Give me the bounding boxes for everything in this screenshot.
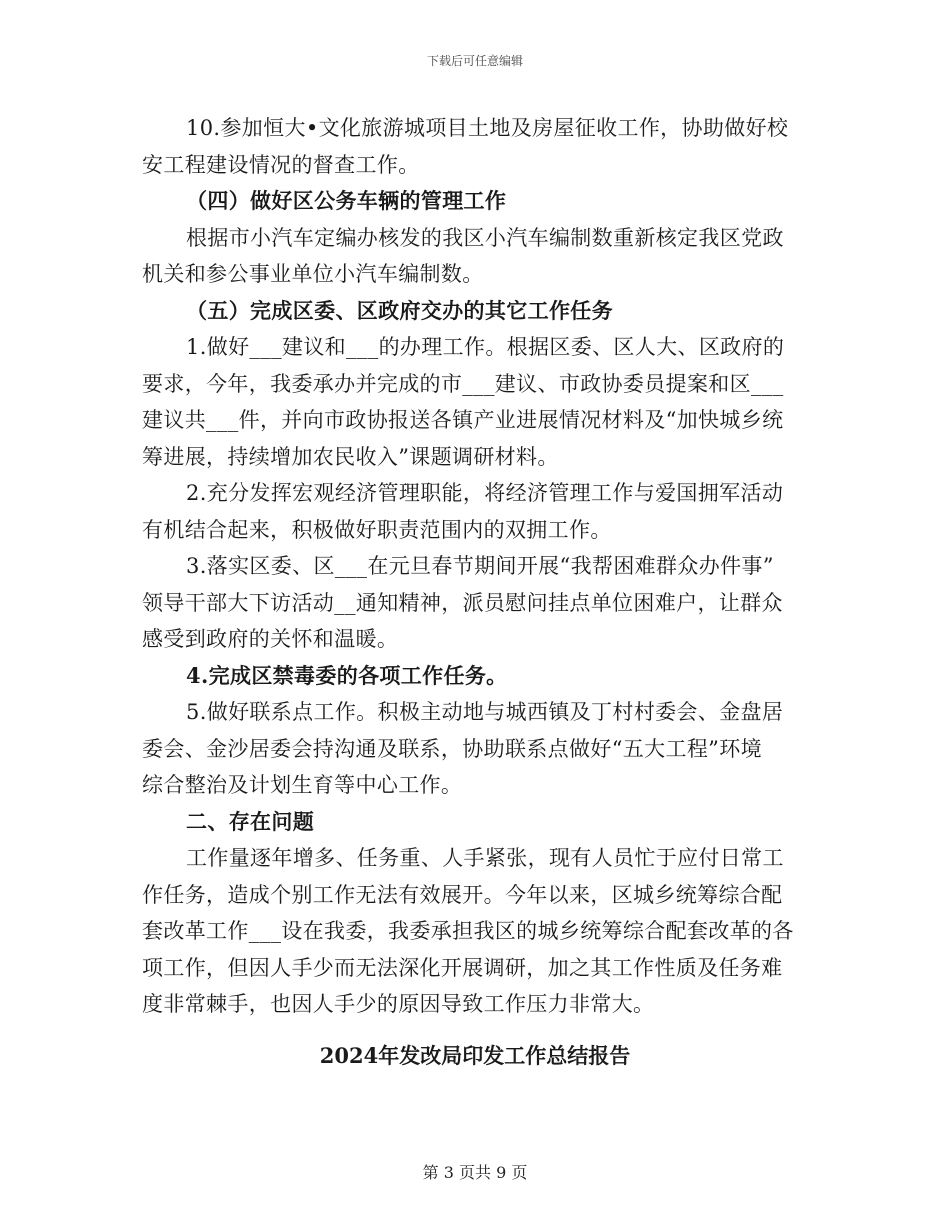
text-line: 筹进展，持续增加农民收入”课题调研材料。 — [142, 444, 559, 469]
paragraph — [142, 329, 810, 475]
text-line: 套改革工作___设在我委，我委承担我区的城乡统筹综合配套改革的各 — [142, 919, 794, 943]
page-header: 下载后可任意编辑 — [426, 54, 523, 68]
paragraph — [142, 220, 810, 293]
text-line: 3.落实区委、区___在元旦春节期间开展“我帮困难群众办件事” — [186, 554, 774, 578]
section-heading — [142, 804, 810, 841]
section-heading — [142, 293, 810, 330]
text-line: 感受到政府的关怀和温暖。 — [142, 627, 399, 651]
text-line: 安工程建设情况的督查工作。 — [142, 152, 420, 177]
text-line: 根据市小汽车定编办核发的我区小汽车编制数重新核定我区党政 — [186, 225, 784, 250]
text-line: 委会、金沙居委会持沟通及联系，协助联系点做好“五大工程”环境 — [142, 736, 762, 761]
text-line: 综合整治及计划生育等中心工作。 — [142, 773, 463, 797]
text-line: 4.完成区禁毒委的各项工作任务。 — [186, 662, 508, 688]
document-title: 2024年发改局印发工作总结报告 — [319, 1043, 631, 1068]
text-line: 10.参加恒大•文化旅游城项目土地及房屋征收工作，协助做好校 — [186, 116, 789, 140]
text-line: 2.充分发挥宏观经济管理职能，将经济管理工作与爱国拥军活动 — [186, 481, 784, 505]
paragraph — [142, 694, 810, 804]
paragraph — [142, 548, 810, 658]
paragraph — [142, 840, 810, 1023]
text-line: 要求，今年，我委承办并完成的市___建议、市政协委员提案和区___ — [142, 371, 784, 396]
text-line: （四）做好区公务车辆的管理工作 — [186, 188, 507, 213]
text-line: 领导干部大下访活动__通知精神，派员慰问挂点单位困难户，让群众 — [142, 590, 783, 615]
text-line: 二、存在问题 — [186, 808, 315, 834]
text-line: 建议共___件，并向市政协报送各镇产业进展情况材料及“加快城乡统 — [142, 408, 784, 432]
document-body — [142, 110, 810, 1023]
text-line: （五）完成区委、区政府交办的其它工作任务 — [186, 297, 613, 323]
section-heading — [142, 658, 810, 695]
text-line: 项工作，但因人手少而无法深化开展调研，加之其工作性质及任务难 — [142, 955, 783, 980]
text-line: 有机结合起来，积极做好职责范围内的双拥工作。 — [142, 517, 612, 542]
paragraph — [142, 110, 810, 183]
page-footer: 第 3 页共 9 页 — [422, 1163, 528, 1182]
text-line: 1.做好___建议和___的办理工作。根据区委、区人大、区政府的 — [186, 335, 785, 359]
text-line: 5.做好联系点工作。积极主动地与城西镇及丁村村委会、金盘居 — [186, 700, 784, 724]
text-line: 机关和参公事业单位小汽车编制数。 — [142, 262, 484, 286]
text-line: 作任务，造成个别工作无法有效展开。今年以来，区城乡统筹综合配 — [142, 882, 783, 907]
paragraph — [142, 475, 810, 548]
text-line: 工作量逐年增多、任务重、人手紧张，现有人员忙于应付日常工 — [186, 846, 784, 870]
section-heading — [142, 183, 810, 220]
text-line: 度非常棘手，也因人手少的原因导致工作压力非常大。 — [142, 992, 655, 1016]
